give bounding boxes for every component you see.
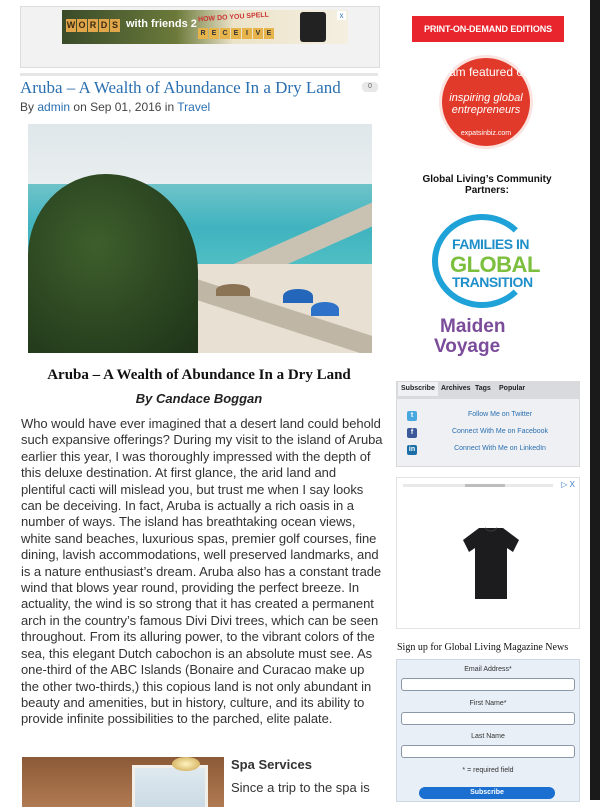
follow-facebook-row[interactable] [405,427,575,440]
follow-linkedin-row[interactable] [405,444,575,457]
header-divider [20,73,378,76]
signup-form [396,659,580,802]
spa-heading: Spa Services [231,757,312,772]
mv-line1: Maiden [440,316,506,337]
meta-by-text: By [20,100,35,114]
ad-tile: W [66,20,76,30]
last-name-field[interactable] [401,745,575,758]
linkedin-icon: in [408,446,416,453]
ad-brand-suffix: with friends 2 [126,18,197,30]
ad-word-tiles [198,28,274,39]
meta-date-text: on Sep 01, 2016 in [73,100,175,114]
fig-line2: GLOBAL [450,252,540,277]
article-heading: Aruba – A Wealth of Abundance In a Dry Land [47,367,351,383]
badge-line2: inspiring global entrepreneurs [449,92,523,116]
top-ad-banner[interactable] [62,10,348,44]
spa-text: Since a trip to the spa is [231,780,370,795]
ad-tile: S [111,20,118,30]
follow-twitter-row[interactable] [405,410,575,423]
adchoices-icon[interactable]: ▷ X [561,480,575,489]
page-margin [0,0,8,800]
twitter-icon: t [407,411,417,421]
facebook-icon: f [407,428,417,438]
tab-archives[interactable]: Archives [441,385,471,392]
ad-close-icon[interactable]: x [337,11,346,20]
email-field[interactable] [401,678,575,691]
ad-tile: R [89,20,97,30]
featured-badge[interactable] [439,55,533,149]
ad-progress-fill [465,484,505,487]
subscribe-button[interactable]: Subscribe [419,787,555,799]
email-label: Email Address* [464,666,512,673]
follow-label[interactable]: Connect With Me on Facebook [451,428,549,435]
badge-line1: I am featured on [442,65,530,79]
print-on-demand-banner[interactable]: PRINT-ON-DEMAND EDITIONS [412,16,564,42]
ad-tile: D [100,20,108,30]
tab-popular[interactable]: Popular [499,385,526,392]
tab-tags[interactable]: Tags [475,385,491,392]
ad-tile: R [198,28,208,39]
last-name-label: Last Name [471,733,505,740]
ad-phone-image [300,12,326,42]
ad-tile: E [264,28,274,39]
article-byline: By Candace Boggan [135,391,263,406]
social-tabs-widget [396,381,580,467]
hero-beach-photo [28,124,372,353]
mv-line2: Voyage [434,336,501,357]
first-name-field[interactable] [401,712,575,725]
post-title-link[interactable]: Aruba – A Wealth of Abundance In a Dry Land [20,78,341,97]
post-meta [20,100,210,114]
ad-tile: V [253,28,263,39]
author-link[interactable]: admin [37,100,71,114]
fig-line1: FAMILIES IN [452,236,529,252]
signup-title: Sign up for Global Living Magazine News [397,642,569,653]
ad-brand-tiles [66,19,120,32]
comment-count-badge[interactable]: 0 [362,82,378,92]
families-in-global-transition-logo[interactable] [432,214,544,310]
ad-tile: O [78,20,86,30]
ad-tile: E [209,28,219,39]
required-note: * = required field [462,767,514,774]
maiden-voyage-logo[interactable] [434,316,546,364]
ad-tagline: HOW DO YOU SPELL [197,11,270,24]
category-link[interactable]: Travel [177,100,211,114]
fig-line3: TRANSITION [452,274,533,290]
first-name-label: First Name* [469,700,507,707]
follow-label[interactable]: Connect With Me on LinkedIn [454,445,546,452]
tab-subscribe[interactable]: Subscribe [398,382,438,396]
ad-tile: C [220,28,230,39]
tshirt-ad[interactable] [396,477,580,629]
article-body: Who would have ever imagined that a desert land could behold such expansive offerings? During my visit to the island of Aruba earlier this year, I was thoroughly impressed with the depth of this deluxe destination. At first glance, the arid land and plentiful cacti will mislead you, but trust me when I say looks can be deceiving. In fact, Aruba is actually a rich oasis in a number of ways. The island has breathtaking ocean views, white sand beaches, luxurious spas, premier golf courses, fine dining, lavish accommodations, well preserved landmarks, and is a nature enthusiast’s dream. Aruba also has a constant trade wind that blows year round, providing the perfect breeze. In actuality, the wind is so strong that it has created a permanent arch in the country’s famous Divi Divi trees, which can be seen throughout. From its alluring power, to the vibrant colors of the sea, this elegant Dutch cabochon is an absolute must see. As one-third of the ABC Islands (Bonaire and Curacao make up the other two-thirds,) this copious land is not only abundant in beauty and amenities, but in history, culture, and its ability to provide infinite possibilities to the parched, elite palate. [21,416,383,727]
ad-tile: E [231,28,241,39]
partners-title: Global Living’s Community Partners: [422,174,552,196]
tshirt-image [461,526,521,601]
badge-line3: expatsinbiz.com [460,130,512,137]
follow-label[interactable]: Follow Me on Twitter [467,411,533,418]
window-edge [590,0,600,800]
ad-tile: I [242,28,252,39]
